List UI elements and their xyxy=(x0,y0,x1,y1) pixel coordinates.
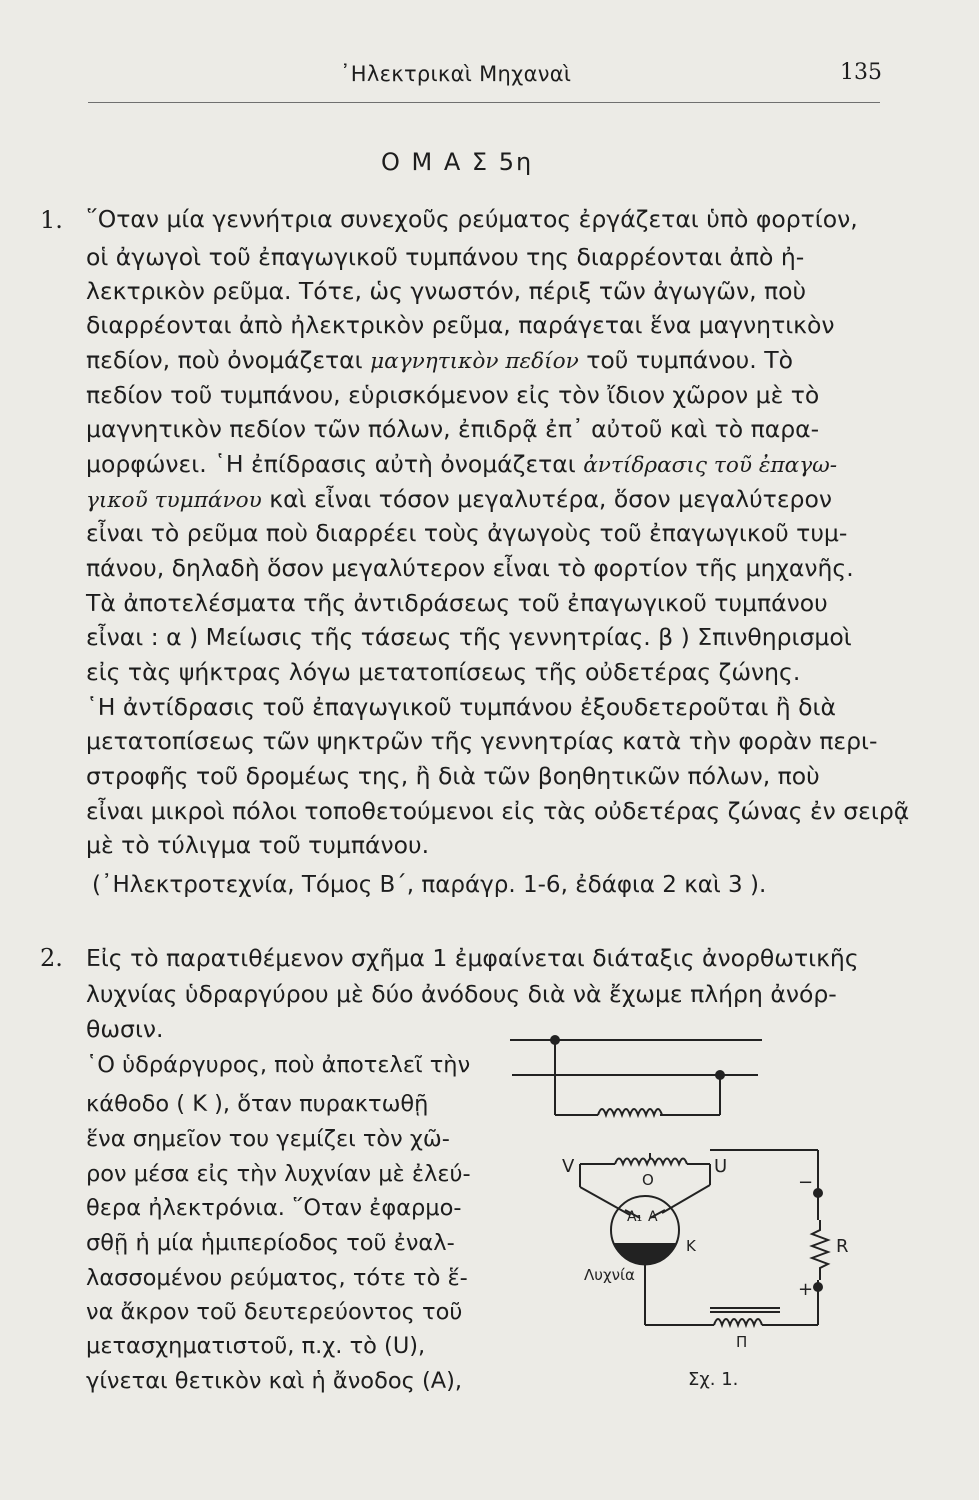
text-line: λυχνίας ὑδραργύρου μὲ δύο ἀνόδους διὰ νὰ ἔχωμε πλήρη ἀνόρ- xyxy=(86,980,837,1008)
text-line xyxy=(86,345,793,377)
text-line: ῞Οταν μία γεννήτρια συνεχοῦς ρεύματος ἐργάζεται ὑπὸ φορτίον, xyxy=(86,205,858,233)
text-run: μορφώνει. ῾Η ἐπίδρασις αὐτὴ ὀνομάζεται xyxy=(86,450,584,478)
text-line: εἰς τὰς ψήκτρας λόγω μετατοπίσεως τῆς οὐδετέρας ζώνης. xyxy=(86,658,801,686)
label-minus: − xyxy=(798,1172,814,1193)
anode-wire-right xyxy=(662,1185,710,1213)
label-pi: Π xyxy=(736,1333,748,1351)
label-o: O xyxy=(642,1171,654,1189)
text-line: Εἰς τὸ παρατιθέμενον σχῆμα 1 ἐμφαίνεται διάταξις ἀνορθωτικῆς xyxy=(86,944,859,972)
text-line: εἶναι : α ) Μείωσις τῆς τάσεως τῆς γεννητρίας. β ) Σπινθηρισμοὶ xyxy=(86,623,852,651)
figure-caption: Σχ. 1. xyxy=(688,1369,739,1390)
italic-term: ἀντίδρασις τοῦ ἐπαγω- xyxy=(583,453,838,478)
text-line: πεδίον τοῦ τυμπάνου, εὑρισκόμενον εἰς τὸν ἴδιον χῶρον μὲ τὸ xyxy=(86,381,820,409)
terminal-minus-dot xyxy=(813,1188,823,1198)
label-lamp: Λυχνία xyxy=(584,1266,635,1284)
text-line: εἶναι τὸ ρεῦμα ποὺ διαρρέει τοὺς ἀγωγοὺς τοῦ ἐπαγωγικοῦ τυμ- xyxy=(86,519,848,547)
text-line xyxy=(86,484,832,516)
anode-wire-left xyxy=(580,1187,630,1215)
text-line: μετασχηματιστοῦ, π.χ. τὸ (U), xyxy=(86,1333,426,1359)
text-run: πεδίον, ποὺ ὀνομάζεται xyxy=(86,346,371,374)
rectifier-circuit-diagram xyxy=(500,1025,849,1395)
text-line: ρον μέσα εἰς τὴν λυχνίαν μὲ ἐλεύ- xyxy=(86,1161,471,1187)
reference-citation: (᾿Ηλεκτροτεχνία, Τόμος Β΄, παράγρ. 1-6, ἐδάφια 2 καὶ 3 ). xyxy=(92,872,767,898)
text-line: θωσιν. xyxy=(86,1015,164,1043)
text-line: μετατοπίσεως τῶν ψηκτρῶν τῆς γεννητρίας κατὰ τὴν φορὰν περι- xyxy=(86,727,878,755)
text-line: γίνεται θετικὸν καὶ ἡ ἄνοδος (Α), xyxy=(86,1368,463,1394)
mercury-pool-cathode xyxy=(613,1243,677,1266)
label-anode-a: A xyxy=(648,1209,658,1225)
italic-term: γικοῦ τυμπάνου xyxy=(86,488,262,513)
text-line: οἱ ἀγωγοὶ τοῦ ἐπαγωγικοῦ τυμπάνου της διαρρέονται ἀπὸ ἠ- xyxy=(86,243,805,271)
section-title: Ο Μ Α Σ 5η xyxy=(381,148,534,176)
text-run: καὶ εἶναι τόσον μεγαλυτέρα, ὅσον μεγαλύτερον xyxy=(261,485,832,513)
text-line: μαγνητικὸν πεδίον τῶν πόλων, ἐπιδρᾷ ἐπ᾿ αὐτοῦ καὶ τὸ παρα- xyxy=(86,415,820,443)
label-v: V xyxy=(562,1156,575,1177)
text-line: ῾Ο ὑδράργυρος, ποὺ ἀποτελεῖ τὴν xyxy=(86,1052,471,1078)
text-line: ἕνα σημεῖον του γεμίζει τὸν χῶ- xyxy=(86,1126,450,1152)
label-plus: + xyxy=(798,1279,814,1300)
text-line: Τὰ ἀποτελέσματα τῆς ἀντιδράσεως τοῦ ἐπαγωγικοῦ τυμπάνου xyxy=(86,589,828,617)
text-line: θερα ἠλεκτρόνια. ῞Οταν ἐφαρμο- xyxy=(86,1195,462,1221)
text-line: ῾Η ἀντίδρασις τοῦ ἐπαγωγικοῦ τυμπάνου ἐξουδετεροῦται ἢ διὰ xyxy=(86,693,836,721)
text-line: λασσομένου ρεύματος, τότε τὸ ἕ- xyxy=(86,1265,468,1291)
secondary-coil xyxy=(615,1159,687,1165)
header-rule xyxy=(88,102,880,103)
italic-term: μαγνητικὸν πεδίον xyxy=(370,349,579,374)
resistor-r xyxy=(812,1220,828,1280)
text-line: σθῇ ἡ μία ἡμιπερίοδος τοῦ ἐναλ- xyxy=(86,1230,455,1256)
text-line: στροφῆς τοῦ δρομέως της, ἢ διὰ τῶν βοηθητικῶν πόλων, ποὺ xyxy=(86,762,820,790)
text-line: κάθοδο ( Κ ), ὅταν πυρακτωθῇ xyxy=(86,1091,429,1117)
page-number: 135 xyxy=(840,60,882,85)
label-r: R xyxy=(836,1236,849,1257)
problem-1-number: 1. xyxy=(40,206,63,234)
label-anode-a1: A₁ xyxy=(627,1209,643,1225)
text-line: διαρρέονται ἀπὸ ἠλεκτρικὸν ρεῦμα, παράγεται ἕνα μαγνητικὸν xyxy=(86,311,835,339)
primary-coil xyxy=(598,1109,662,1115)
label-k: K xyxy=(686,1237,696,1255)
running-head: ᾿Ηλεκτρικαὶ Μηχαναὶ xyxy=(340,62,572,86)
text-line xyxy=(86,449,837,481)
choke-coil-pi xyxy=(714,1319,762,1325)
junction-dot xyxy=(715,1070,725,1080)
text-line: εἶναι μικροὶ πόλοι τοποθετούμενοι εἰς τὰς οὐδετέρας ζώνας ἐν σειρᾷ xyxy=(86,797,910,825)
text-line: μὲ τὸ τύλιγμα τοῦ τυμπάνου. xyxy=(86,831,430,859)
text-line: λεκτρικὸν ρεῦμα. Τότε, ὡς γνωστόν, πέριξ τῶν ἀγωγῶν, ποὺ xyxy=(86,277,807,305)
text-line: να ἄκρον τοῦ δευτερεύοντος τοῦ xyxy=(86,1299,463,1325)
terminal-plus-dot xyxy=(813,1282,823,1292)
label-u: U xyxy=(714,1156,728,1177)
problem-2-number: 2. xyxy=(40,944,63,972)
junction-dot xyxy=(550,1035,560,1045)
text-run: τοῦ τυμπάνου. Τὸ xyxy=(578,346,793,374)
text-line: πάνου, δηλαδὴ ὅσον μεγαλύτερον εἶναι τὸ φορτίον τῆς μηχανῆς. xyxy=(86,554,854,582)
